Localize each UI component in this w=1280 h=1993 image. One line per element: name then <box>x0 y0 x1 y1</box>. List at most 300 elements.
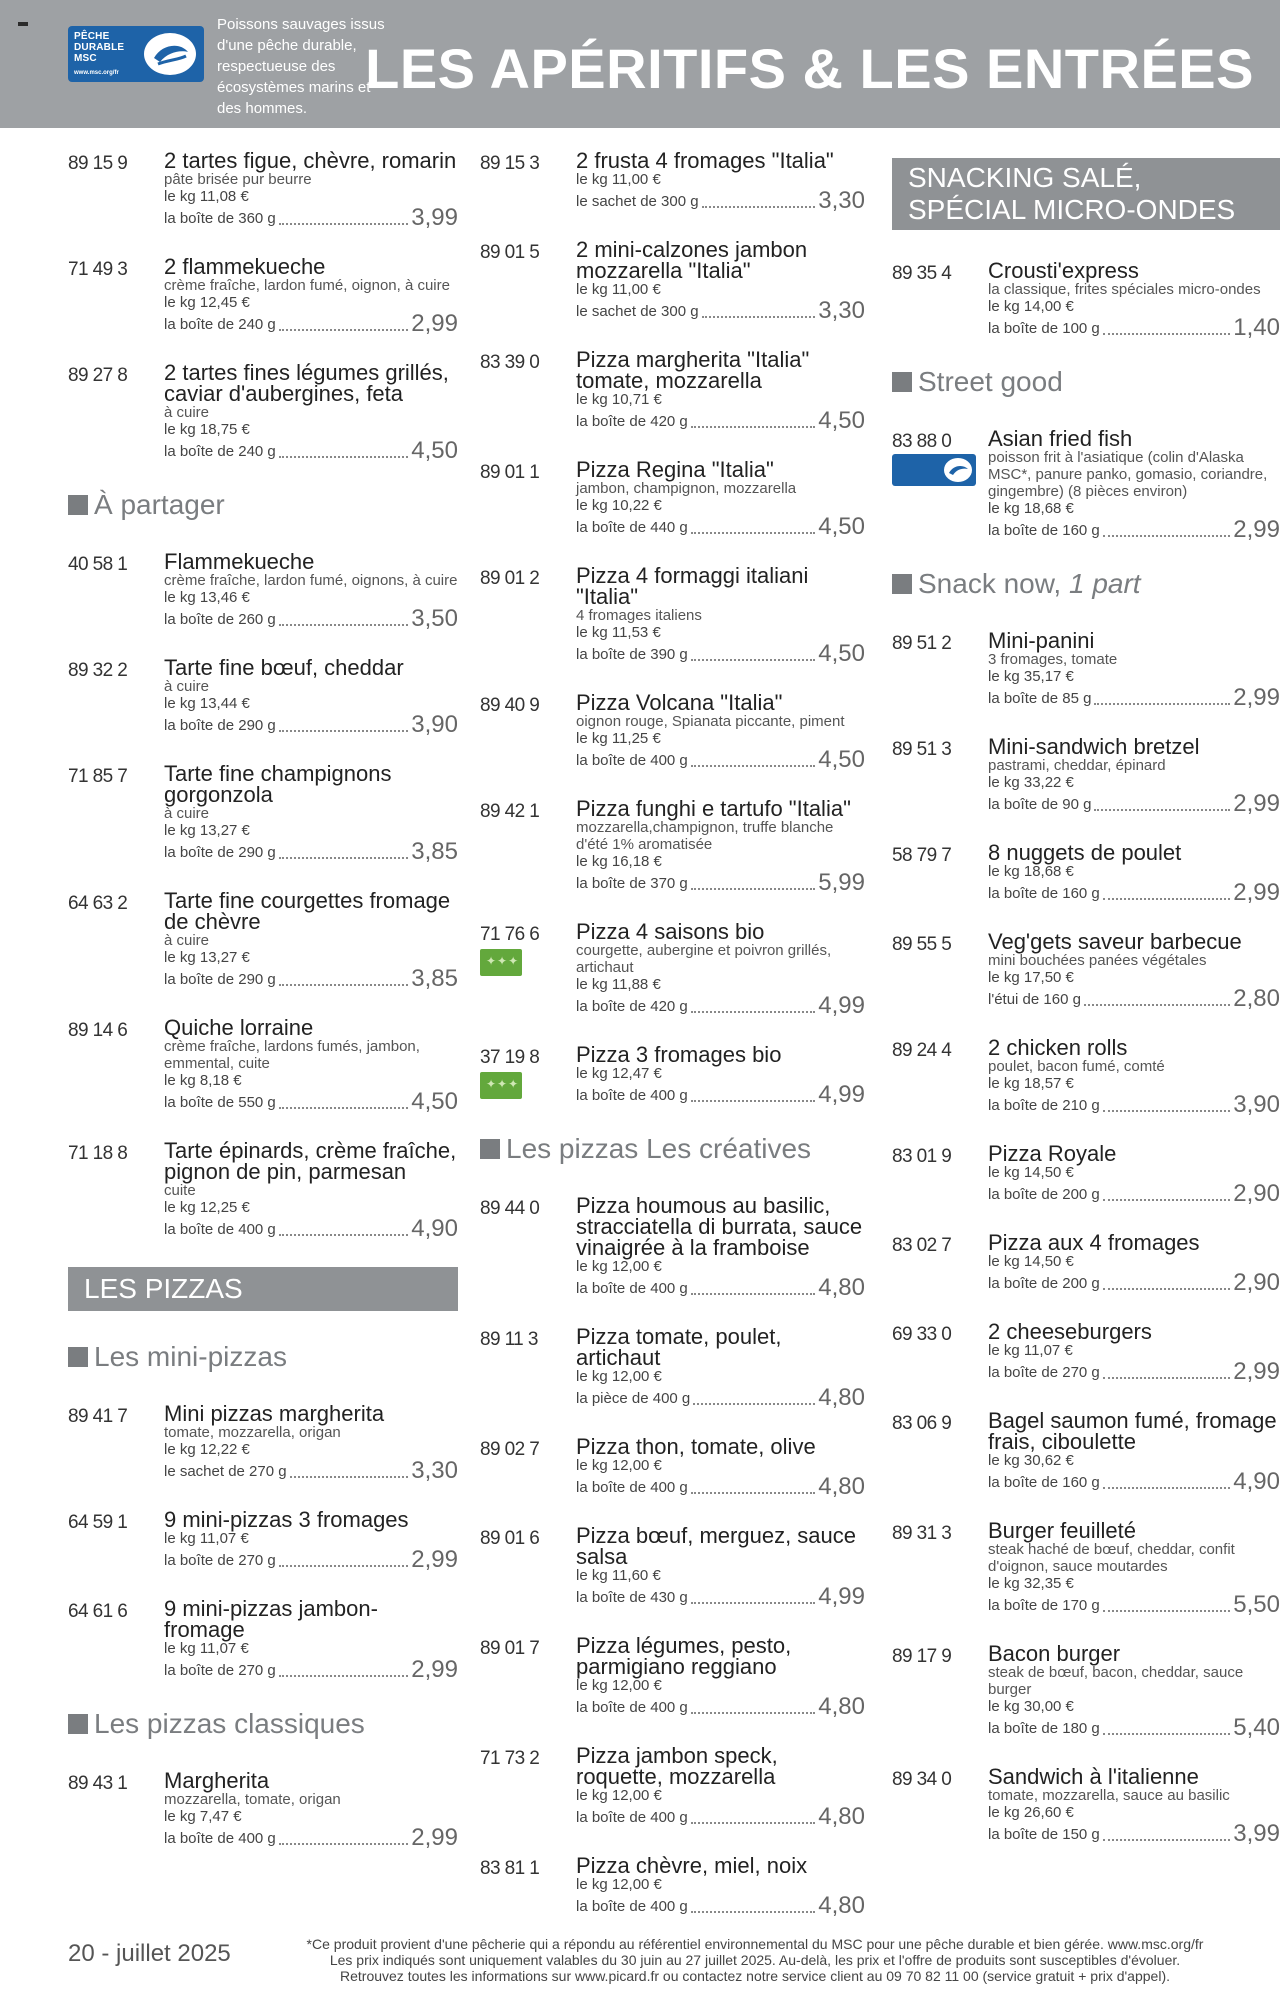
product-name: Mini pizzas margherita <box>164 1401 385 1426</box>
price-row <box>988 1470 1280 1494</box>
product-format: le sachet de 300 g <box>576 303 699 320</box>
product-description: tomate, mozzarella, origan <box>164 1424 341 1441</box>
product-code: 89 41 7 <box>68 1406 128 1427</box>
bullet-square <box>480 1139 500 1159</box>
product-code: 89 42 1 <box>480 801 540 822</box>
product-description: tomate, mozzarella, sauce au basilic <box>988 1787 1230 1804</box>
product-description: mozzarella, tomate, origan <box>164 1791 341 1808</box>
product-code: 83 02 7 <box>892 1235 952 1256</box>
product-name: Bacon burger <box>988 1641 1121 1666</box>
product-code: 89 01 7 <box>480 1638 540 1659</box>
dotted-leader <box>691 1011 816 1013</box>
product-name: Margherita <box>164 1768 270 1793</box>
subheading-street-good <box>892 366 1280 398</box>
product-format: la boîte de 440 g <box>576 519 688 536</box>
dotted-leader <box>691 1911 816 1913</box>
dotted-leader <box>691 1712 816 1714</box>
product-item <box>480 239 865 323</box>
product-description: jambon, champignon, mozzarella <box>576 480 797 497</box>
product-name: Pizza 4 saisons bio <box>576 919 765 944</box>
price-row <box>988 1182 1280 1206</box>
product-format: la boîte de 430 g <box>576 1589 688 1606</box>
price-per-kg: le kg 13,46 € <box>164 589 250 606</box>
product-format: la boîte de 400 g <box>576 1898 688 1915</box>
product-item <box>480 1326 865 1410</box>
product-item <box>892 1037 1280 1117</box>
price-per-kg: le kg 33,22 € <box>988 774 1074 791</box>
price-row <box>164 1459 458 1483</box>
product-code: 89 01 5 <box>480 242 540 263</box>
price-per-kg: le kg 11,00 € <box>576 171 661 188</box>
price-per-kg: le kg 10,71 € <box>576 391 662 408</box>
dotted-leader <box>1103 898 1231 900</box>
price-per-kg: le kg 13,27 € <box>164 949 250 966</box>
product-code: 89 01 2 <box>480 568 540 589</box>
product-item <box>892 1143 1280 1206</box>
product-description: 3 fromages, tomate <box>988 651 1118 668</box>
dotted-leader <box>691 765 816 767</box>
product-format: la boîte de 200 g <box>988 1275 1100 1292</box>
price-row <box>576 1805 865 1829</box>
dotted-leader <box>279 984 409 986</box>
product-item <box>68 1403 458 1483</box>
product-format: la boîte de 160 g <box>988 885 1100 902</box>
product-description: pâte brisée pur beurre <box>164 171 312 188</box>
dotted-leader <box>290 1476 409 1478</box>
product-code: 89 27 8 <box>68 365 128 386</box>
subheading-a-partager <box>68 489 458 521</box>
product-item <box>68 362 458 463</box>
product-format: le sachet de 300 g <box>576 193 699 210</box>
product-description: 4 fromages italiens <box>576 607 702 624</box>
product-format: la pièce de 400 g <box>576 1390 691 1407</box>
product-format: la boîte de 400 g <box>576 1087 688 1104</box>
dotted-leader <box>1103 333 1231 335</box>
product-format: la boîte de 270 g <box>164 1662 276 1679</box>
product-item <box>480 150 865 213</box>
dotted-leader <box>691 1293 816 1295</box>
price-row <box>164 1548 458 1572</box>
product-name: 9 mini-pizzas 3 fromages <box>164 1507 409 1532</box>
product-format: la boîte de 400 g <box>576 1809 688 1826</box>
product-description: à cuire <box>164 404 210 421</box>
price-row <box>988 518 1280 542</box>
msc-label-icon <box>892 454 976 486</box>
product-price: 3,85 <box>411 838 458 865</box>
product-price: 2,99 <box>1233 879 1280 906</box>
product-description: mini bouchées panées végétales <box>988 952 1207 969</box>
product-price: 2,99 <box>1233 516 1280 543</box>
product-format: la boîte de 150 g <box>988 1826 1100 1843</box>
product-code: 89 02 7 <box>480 1439 540 1460</box>
bullet-square <box>892 372 912 392</box>
price-per-kg: le kg 26,60 € <box>988 1804 1074 1821</box>
product-item <box>68 551 458 631</box>
msc-fish-icon <box>140 30 200 78</box>
product-price: 4,80 <box>818 1274 865 1301</box>
product-price: 3,30 <box>411 1457 458 1484</box>
product-item <box>892 1766 1280 1846</box>
dotted-leader <box>1094 809 1230 811</box>
product-item <box>68 890 458 991</box>
product-price: 3,99 <box>411 204 458 231</box>
product-name: Bagel saumon fumé, fromage frais, ciboulette <box>988 1408 1277 1454</box>
price-per-kg: le kg 12,22 € <box>164 1441 250 1458</box>
price-row <box>164 967 458 991</box>
col2-group-b <box>480 1195 865 1918</box>
product-price: 4,50 <box>411 437 458 464</box>
footer-line-msc: *Ce produit provient d'une pêcherie qui a répondu au référentiel environnemental du MSC pour une pêche durable et bien gérée. www.msc.org/fr <box>306 1936 1204 1952</box>
product-price: 4,90 <box>411 1215 458 1242</box>
product-format: la boîte de 290 g <box>164 717 276 734</box>
product-description: à cuire <box>164 678 210 695</box>
product-format: la boîte de 420 g <box>576 413 688 430</box>
product-price: 4,50 <box>818 513 865 540</box>
product-description: steak haché de bœuf, cheddar, confit d'oignon, sauce moutardes <box>988 1541 1235 1575</box>
product-name: Burger feuilleté <box>988 1518 1136 1543</box>
product-item <box>892 630 1280 710</box>
product-code: 89 44 0 <box>480 1198 540 1219</box>
product-price: 2,99 <box>1233 790 1280 817</box>
dotted-leader <box>279 329 409 331</box>
price-per-kg: le kg 12,00 € <box>576 1876 662 1893</box>
subheading-mini-pizzas <box>68 1341 458 1373</box>
price-row <box>164 713 458 737</box>
product-description: mozzarella,champignon, truffe blanche d'été 1% aromatisée <box>576 819 834 853</box>
product-name: 9 mini-pizzas jambon-fromage <box>164 1596 378 1642</box>
price-row <box>576 1695 865 1719</box>
product-name: Pizza tomate, poulet, artichaut <box>576 1324 782 1370</box>
product-name: Tarte fine champignons gorgonzola <box>164 761 392 807</box>
product-name: Asian fried fish <box>988 426 1133 451</box>
product-price: 5,50 <box>1233 1591 1280 1618</box>
bullet-square <box>68 1347 88 1367</box>
product-format: la boîte de 240 g <box>164 443 276 460</box>
product-name: 8 nuggets de poulet <box>988 840 1182 865</box>
price-per-kg: le kg 16,18 € <box>576 853 662 870</box>
product-price: 4,99 <box>818 1583 865 1610</box>
price-per-kg: le kg 13,27 € <box>164 822 250 839</box>
product-name: 2 tartes figue, chèvre, romarin <box>164 148 457 173</box>
product-item <box>68 763 458 864</box>
col3-group-b <box>892 428 1280 542</box>
dotted-leader <box>691 532 816 534</box>
price-per-kg: le kg 11,53 € <box>576 624 661 641</box>
col1-group-a <box>68 150 458 463</box>
product-code: 89 17 9 <box>892 1646 952 1667</box>
product-name: Crousti'express <box>988 258 1139 283</box>
leaf-stars-icon: ✦✦✦ <box>486 1077 520 1091</box>
product-code: 89 14 6 <box>68 1020 128 1041</box>
dotted-leader <box>1084 1004 1230 1006</box>
footer-line-contact: Retrouvez toutes les informations sur www.picard.fr ou contactez notre service client au 09 70 82 11 00 (service gratuit + prix d'appel). <box>340 1968 1170 1984</box>
price-row <box>576 748 865 772</box>
product-name: Pizza thon, tomate, olive <box>576 1434 816 1459</box>
dotted-leader <box>1103 1610 1231 1612</box>
product-price: 2,99 <box>411 310 458 337</box>
product-price: 4,50 <box>818 407 865 434</box>
price-per-kg: le kg 12,00 € <box>576 1787 662 1804</box>
product-item <box>480 1195 865 1300</box>
product-name: Pizza jambon speck, roquette, mozzarella <box>576 1743 778 1789</box>
price-row <box>988 987 1280 1011</box>
dotted-leader <box>279 857 409 859</box>
product-name: Pizza chèvre, miel, noix <box>576 1853 808 1878</box>
price-row <box>576 1475 865 1499</box>
price-row <box>988 316 1280 340</box>
product-item <box>480 692 865 772</box>
page-title: LES APÉRITIFS & LES ENTRÉES <box>365 37 1254 100</box>
subheading-text: Les mini-pizzas <box>94 1341 287 1372</box>
price-per-kg: le kg 14,50 € <box>988 1253 1074 1270</box>
product-price: 2,99 <box>411 1824 458 1851</box>
product-code: 64 61 6 <box>68 1601 128 1622</box>
product-code: 83 06 9 <box>892 1413 952 1434</box>
price-row <box>164 1658 458 1682</box>
product-price: 4,50 <box>411 1088 458 1115</box>
price-per-kg: le kg 11,60 € <box>576 1567 661 1584</box>
product-format: la boîte de 400 g <box>164 1830 276 1847</box>
price-per-kg: le kg 30,62 € <box>988 1452 1074 1469</box>
product-item <box>68 1509 458 1572</box>
product-price: 2,99 <box>1233 684 1280 711</box>
product-name: 2 tartes fines légumes grillés, caviar d'aubergines, feta <box>164 360 449 406</box>
product-code: 89 55 5 <box>892 934 952 955</box>
product-format: la boîte de 100 g <box>988 320 1100 337</box>
price-per-kg: le kg 12,00 € <box>576 1368 662 1385</box>
dotted-leader <box>691 1100 816 1102</box>
price-per-kg: le kg 11,08 € <box>164 188 249 205</box>
dotted-leader <box>1103 1199 1231 1201</box>
product-code: 83 88 0 <box>892 431 952 452</box>
product-item <box>480 798 865 895</box>
dotted-leader <box>279 1565 409 1567</box>
price-row <box>576 871 865 895</box>
dotted-leader <box>702 206 816 208</box>
product-name: Pizza légumes, pesto, parmigiano reggiano <box>576 1633 792 1679</box>
price-per-kg: le kg 11,00 € <box>576 281 661 298</box>
product-price: 5,99 <box>818 869 865 896</box>
product-code: 71 85 7 <box>68 766 128 787</box>
product-description: courgette, aubergine et poivron grillés, artichaut <box>576 942 832 976</box>
band-snacking <box>892 158 1280 230</box>
msc-logo-text: PÊCHE DURABLE MSC <box>74 31 125 64</box>
product-name: Pizza aux 4 fromages <box>988 1230 1200 1255</box>
product-item <box>68 1017 458 1114</box>
product-description: crème fraîche, lardon fumé, oignon, à cuire <box>164 277 450 294</box>
organic-leaf-icon <box>480 1072 522 1099</box>
subheading-pizzas-classiques <box>68 1708 458 1740</box>
product-description: poisson frit à l'asiatique (colin d'Alaska MSC*, panure panko, gomasio, coriandre, gingembre) (8 pièces environ) <box>988 449 1268 500</box>
subheading-emphasis: 1 part <box>1068 568 1141 599</box>
product-item <box>892 1643 1280 1740</box>
price-row <box>164 1826 458 1850</box>
dotted-leader <box>693 1403 815 1405</box>
product-item <box>68 1598 458 1682</box>
product-format: la boîte de 200 g <box>988 1186 1100 1203</box>
product-price: 3,90 <box>411 711 458 738</box>
product-name: Tarte fine bœuf, cheddar <box>164 655 404 680</box>
product-price: 4,80 <box>818 1384 865 1411</box>
product-code: 58 79 7 <box>892 845 952 866</box>
bullet-square <box>68 1714 88 1734</box>
product-name: 2 cheeseburgers <box>988 1319 1152 1344</box>
product-code: 89 32 2 <box>68 660 128 681</box>
price-per-kg: le kg 11,07 € <box>164 1530 249 1547</box>
product-code: 71 18 8 <box>68 1143 128 1164</box>
price-row <box>988 1593 1280 1617</box>
dotted-leader <box>279 1234 409 1236</box>
product-price: 4,80 <box>818 1693 865 1720</box>
footer-notes <box>240 1936 1270 1984</box>
price-per-kg: le kg 30,00 € <box>988 1698 1074 1715</box>
product-price: 3,99 <box>1233 1820 1280 1847</box>
product-item <box>892 260 1280 340</box>
price-per-kg: le kg 12,00 € <box>576 1677 662 1694</box>
product-price: 3,30 <box>818 297 865 324</box>
product-item <box>68 1140 458 1241</box>
product-format: la boîte de 160 g <box>988 1474 1100 1491</box>
subheading-snack-now <box>892 568 1280 600</box>
price-per-kg: le kg 14,00 € <box>988 298 1074 315</box>
price-per-kg: le kg 32,35 € <box>988 1575 1074 1592</box>
product-code: 89 15 9 <box>68 153 128 174</box>
product-code: 71 73 2 <box>480 1748 540 1769</box>
product-price: 4,80 <box>818 1892 865 1919</box>
price-row <box>988 881 1280 905</box>
price-per-kg: le kg 12,25 € <box>164 1199 250 1216</box>
price-per-kg: le kg 18,57 € <box>988 1075 1074 1092</box>
msc-logo <box>68 26 204 82</box>
price-per-kg: le kg 7,47 € <box>164 1808 242 1825</box>
subheading-text: Les pizzas classiques <box>94 1708 365 1739</box>
product-format: la boîte de 85 g <box>988 690 1092 707</box>
product-price: 2,99 <box>1233 1358 1280 1385</box>
subheading-pizzas-creatives <box>480 1133 865 1165</box>
price-row <box>988 1093 1280 1117</box>
product-code: 40 58 1 <box>68 554 128 575</box>
product-item <box>68 256 458 336</box>
product-format: la boîte de 400 g <box>576 1699 688 1716</box>
product-format: la boîte de 290 g <box>164 971 276 988</box>
price-row <box>164 439 458 463</box>
price-row <box>164 840 458 864</box>
dotted-leader <box>691 426 816 428</box>
dotted-leader <box>279 1675 409 1677</box>
bullet-square <box>892 574 912 594</box>
price-row <box>988 1271 1280 1295</box>
dotted-leader <box>702 316 816 318</box>
product-name: Pizza funghi e tartufo "Italia" <box>576 796 851 821</box>
price-row <box>576 409 865 433</box>
leaf-stars-icon: ✦✦✦ <box>486 954 520 968</box>
product-name: Pizza Royale <box>988 1141 1117 1166</box>
product-item <box>480 565 865 666</box>
product-item <box>480 349 865 433</box>
product-item <box>892 428 1280 542</box>
product-item <box>892 1520 1280 1617</box>
msc-fish-icon <box>943 457 973 483</box>
product-price: 5,40 <box>1233 1714 1280 1741</box>
col1-group-b <box>68 551 458 1241</box>
product-price: 4,99 <box>818 992 865 1019</box>
column-3 <box>892 158 1280 1872</box>
product-price: 4,99 <box>818 1081 865 1108</box>
dotted-leader <box>1103 1733 1231 1735</box>
price-per-kg: le kg 14,50 € <box>988 1164 1074 1181</box>
product-code: 89 51 2 <box>892 633 952 654</box>
product-format: la boîte de 400 g <box>164 1221 276 1238</box>
product-name: Sandwich à l'italienne <box>988 1764 1199 1789</box>
price-per-kg: le kg 12,00 € <box>576 1457 662 1474</box>
price-per-kg: le kg 8,18 € <box>164 1072 242 1089</box>
product-name: 2 chicken rolls <box>988 1035 1128 1060</box>
product-format: la boîte de 550 g <box>164 1094 276 1111</box>
col3-group-a <box>892 260 1280 340</box>
price-row <box>576 515 865 539</box>
dotted-leader <box>691 1492 816 1494</box>
product-item <box>480 1855 865 1918</box>
dotted-leader <box>1103 1377 1231 1379</box>
product-item <box>480 1436 865 1499</box>
product-format: la boîte de 390 g <box>576 646 688 663</box>
product-name: Pizza 4 formaggi italiani "Italia" <box>576 563 809 609</box>
price-per-kg: le kg 17,50 € <box>988 969 1074 986</box>
price-per-kg: le kg 13,44 € <box>164 695 250 712</box>
subheading-text: À partager <box>94 489 225 520</box>
price-per-kg: le kg 11,07 € <box>988 1342 1073 1359</box>
product-format: la boîte de 290 g <box>164 844 276 861</box>
product-name: Pizza 3 fromages bio <box>576 1042 782 1067</box>
product-price: 4,80 <box>818 1803 865 1830</box>
product-format: la boîte de 400 g <box>576 1479 688 1496</box>
product-price: 4,90 <box>1233 1468 1280 1495</box>
dotted-leader <box>1103 535 1231 537</box>
product-format: la boîte de 90 g <box>988 796 1092 813</box>
dotted-leader <box>691 1602 816 1604</box>
dotted-leader <box>279 730 409 732</box>
product-code: 89 01 1 <box>480 462 540 483</box>
product-format: la boîte de 180 g <box>988 1720 1100 1737</box>
product-item <box>892 842 1280 905</box>
product-format: la boîte de 420 g <box>576 998 688 1015</box>
product-name: 2 flammekueche <box>164 254 326 279</box>
product-code: 89 31 3 <box>892 1523 952 1544</box>
product-description: à cuire <box>164 805 210 822</box>
subheading-text: Street good <box>918 366 1063 397</box>
product-name: Veg'gets saveur barbecue <box>988 929 1242 954</box>
product-item <box>480 1044 865 1107</box>
product-item <box>480 921 865 1018</box>
product-name: Quiche lorraine <box>164 1015 314 1040</box>
col2-group-a <box>480 150 865 1107</box>
product-price: 2,80 <box>1233 985 1280 1012</box>
product-price: 3,50 <box>411 605 458 632</box>
product-format: la boîte de 270 g <box>164 1552 276 1569</box>
product-name: Pizza margherita "Italia" tomate, mozzarella <box>576 347 810 393</box>
band-snacking-line-2: SPÉCIAL MICRO-ONDES <box>908 194 1236 225</box>
product-code: 71 76 6 <box>480 924 540 945</box>
band-snacking-line-1: SNACKING SALÉ, <box>908 162 1142 193</box>
product-code: 71 49 3 <box>68 259 128 280</box>
product-item <box>68 657 458 737</box>
dotted-leader <box>279 1107 409 1109</box>
band-les-pizzas: LES PIZZAS <box>68 1267 458 1311</box>
product-code: 83 81 1 <box>480 1858 540 1879</box>
bullet-square <box>68 495 88 515</box>
product-price: 2,99 <box>411 1546 458 1573</box>
price-row <box>576 1276 865 1300</box>
